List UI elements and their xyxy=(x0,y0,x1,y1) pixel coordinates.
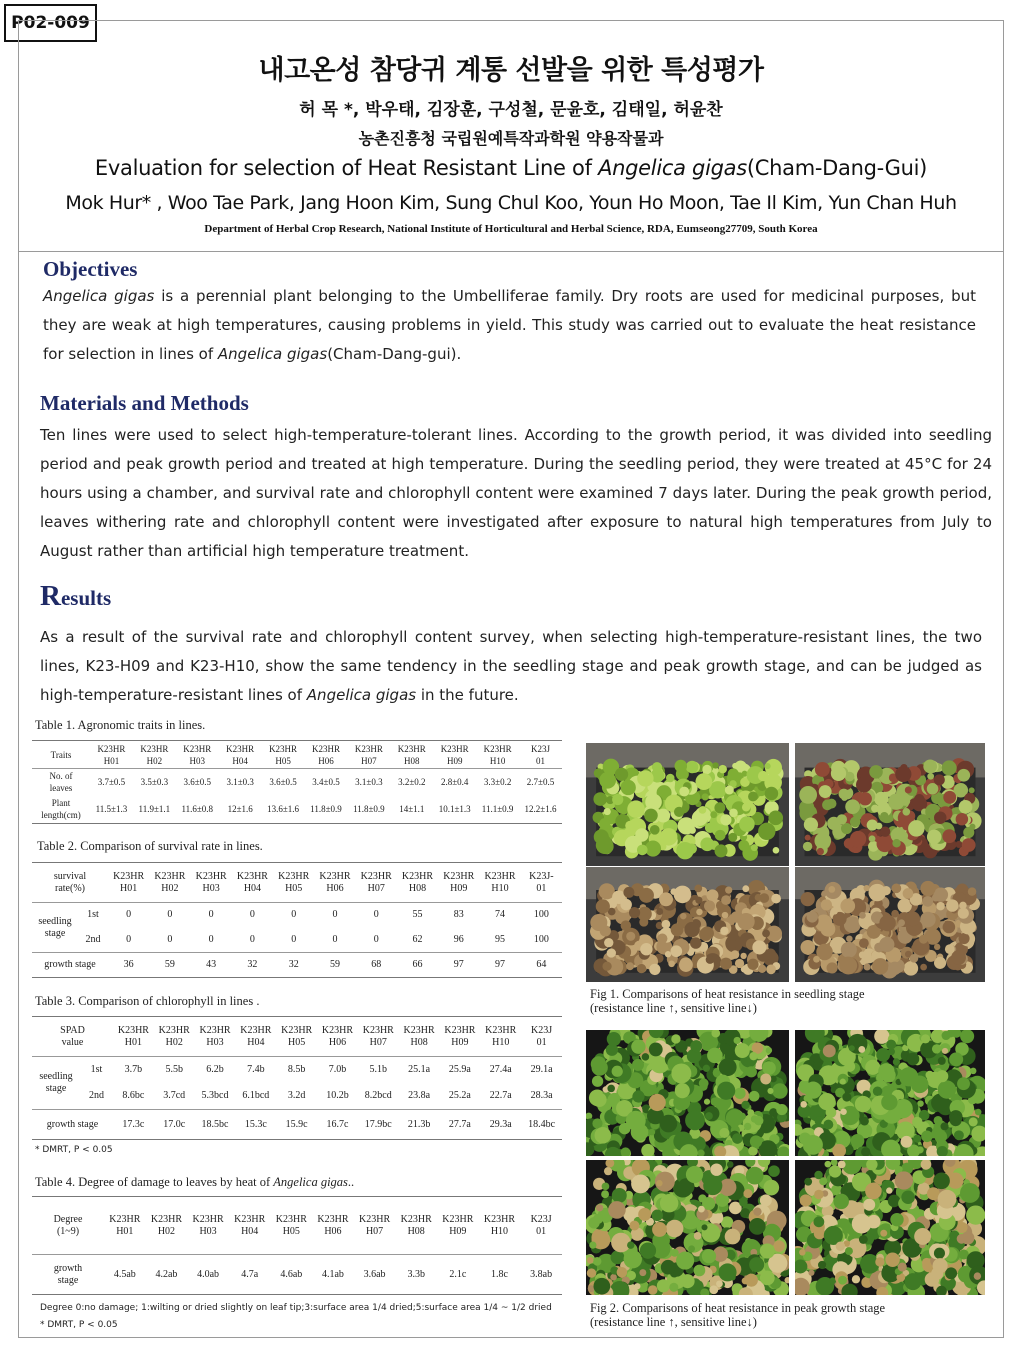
column-header: K23HR H05 xyxy=(271,1197,313,1255)
table-cell: 18.5bc xyxy=(195,1110,236,1140)
table3-row-2nd xyxy=(32,1083,562,1110)
table-cell: 3.1±0.3 xyxy=(219,769,262,796)
table-cell: 68 xyxy=(356,953,397,978)
table1 xyxy=(32,740,562,824)
table-cell: 4.1ab xyxy=(312,1255,354,1295)
table4-corner: Degree (1~9) xyxy=(32,1197,104,1255)
table2-caption: Table 2. Comparison of survival rate in lines. xyxy=(37,839,263,853)
table-cell: 11.6±0.8 xyxy=(176,796,219,824)
table1-corner: Traits xyxy=(32,741,90,769)
table-cell: 4.0ab xyxy=(187,1255,229,1295)
column-header: K23HR H02 xyxy=(149,863,190,903)
table-cell: 3.6ab xyxy=(354,1255,396,1295)
fig2-caption: Fig 2. Comparisons of heat resistance in peak growth stage (resistance line ↑, sensitive line↓) xyxy=(590,1301,886,1329)
table-cell: 3.1±0.3 xyxy=(347,769,390,796)
table-cell: 32 xyxy=(273,953,314,978)
table-cell: 4.7a xyxy=(229,1255,271,1295)
column-header: K23HR H04 xyxy=(229,1197,271,1255)
table-cell: 3.2±0.2 xyxy=(390,769,433,796)
table-cell: 97 xyxy=(479,953,520,978)
table-cell: 55 xyxy=(397,903,438,928)
table-cell: 100 xyxy=(521,903,562,928)
column-header: K23HR H09 xyxy=(437,1197,479,1255)
column-header: K23HR H01 xyxy=(108,863,149,903)
column-header: K23HR H07 xyxy=(356,863,397,903)
table-cell: 0 xyxy=(191,903,232,928)
fig1-caption: Fig 1. Comparisons of heat resistance in seedling stage (resistance line ↑, sensitive line↓) xyxy=(590,987,865,1015)
table2-growth-label: growth stage xyxy=(32,953,108,978)
column-header: K23HR H08 xyxy=(399,1017,440,1057)
column-header: K23HR H05 xyxy=(276,1017,317,1057)
table-cell: 3.7b xyxy=(113,1057,154,1083)
table-cell: 6.1bcd xyxy=(242,1089,270,1101)
column-header: K23HR H10 xyxy=(480,1017,521,1057)
affiliation-korean: 농촌진흥청 국립원예특작과학원 약용작물과 xyxy=(358,129,664,148)
table-cell: 5.1b xyxy=(358,1057,399,1083)
table-cell: 3.4±0.5 xyxy=(305,769,348,796)
table-cell: 25.2a xyxy=(448,1089,471,1101)
table-cell: 4.6ab xyxy=(271,1255,313,1295)
table-cell: 0 xyxy=(291,933,297,945)
table-cell: 8.6bc xyxy=(122,1089,145,1101)
table-cell: 7.4b xyxy=(235,1057,276,1083)
table2-row-growth xyxy=(32,953,562,978)
table-cell: 13.6±1.6 xyxy=(262,796,305,824)
table-cell: 29.3a xyxy=(480,1110,521,1140)
table2-corner: survival rate(%) xyxy=(32,863,108,903)
table-cell: 18.4bc xyxy=(521,1110,562,1140)
table-cell: 0 xyxy=(314,903,355,928)
table-cell: 0 xyxy=(149,903,190,928)
table-cell: 5.5b xyxy=(154,1057,195,1083)
table-cell: 23.8a xyxy=(408,1089,431,1101)
table-cell: 22.7a xyxy=(489,1089,512,1101)
column-header: K23HR H04 xyxy=(232,863,273,903)
table4-row-growth xyxy=(32,1255,562,1295)
column-header: K23HR H02 xyxy=(133,741,176,769)
objectives-text xyxy=(43,282,976,369)
column-header: K23HR H06 xyxy=(317,1017,358,1057)
table3 xyxy=(32,1016,562,1140)
table-cell: 25.1a xyxy=(399,1057,440,1083)
table3-corner: SPAD value xyxy=(32,1017,113,1057)
column-header: K23HR H09 xyxy=(440,1017,481,1057)
fig2-photo-sensitive-2 xyxy=(795,1160,985,1295)
table-cell: 32 xyxy=(232,953,273,978)
objectives-heading: Objectives xyxy=(43,257,138,281)
table2-row-1st xyxy=(32,903,562,928)
objectives-species-2: Angelica gigas xyxy=(217,345,328,363)
column-header: K23HR H09 xyxy=(438,863,479,903)
table-cell: 66 xyxy=(397,953,438,978)
table-cell: 0 xyxy=(232,903,273,928)
title-english xyxy=(18,156,1004,180)
table1-header-row xyxy=(32,741,562,769)
table-cell: 27.7a xyxy=(440,1110,481,1140)
table2-sub-label: 1st xyxy=(78,903,108,928)
table-cell: 11.8±0.9 xyxy=(305,796,348,824)
column-header: K23HR H08 xyxy=(397,863,438,903)
table-cell: 1.8c xyxy=(479,1255,521,1295)
table2-group-label: seedling stage xyxy=(32,903,78,953)
table-cell: 3.6±0.5 xyxy=(176,769,219,796)
table-cell: 62 xyxy=(412,933,423,945)
table-cell: 74 xyxy=(479,903,520,928)
table-cell: 3.3±0.2 xyxy=(476,769,519,796)
table4-caption: Table 4. Degree of damage to leaves by heat of Angelica gigas.. xyxy=(35,1175,355,1189)
table-cell: 6.2b xyxy=(195,1057,236,1083)
column-header: K23J- 01 xyxy=(521,863,562,903)
table2-header-row xyxy=(32,863,562,903)
column-header: K23HR H03 xyxy=(187,1197,229,1255)
table-cell: 0 xyxy=(126,933,132,945)
column-header: K23HR H07 xyxy=(354,1197,396,1255)
table4-note-dmrt: * DMRT, P < 0.05 xyxy=(40,1320,118,1330)
table4-header-row xyxy=(32,1197,562,1255)
column-header: K23HR H05 xyxy=(273,863,314,903)
table-cell: 5.3bcd xyxy=(201,1089,229,1101)
table-cell: 16.7c xyxy=(317,1110,358,1140)
table-cell: 17.3c xyxy=(113,1110,154,1140)
table4-growth-label: growth stage xyxy=(32,1255,104,1295)
methods-text: Ten lines were used to select high-temperature-tolerant lines. According to the growth period, it was divided into seedling period and peak growth period and treated at high temperature. During the seedling period, they were treated at 45°C for 24 hours using a chamber, and survival rate and chlorophyll content were examined 7 days later. During the peak growth period, leaves withering rate and chlorophyll content were investigated after exposure to natural high temperatures from July to August rather than artificial high temperature treatment. xyxy=(40,426,992,560)
table3-note: * DMRT, P < 0.05 xyxy=(35,1145,113,1155)
table-cell: 3.8ab xyxy=(520,1255,562,1295)
table-cell: 28.3a xyxy=(530,1089,553,1101)
table-cell: 11.5±1.3 xyxy=(90,796,133,824)
column-header: K23HR H06 xyxy=(314,863,355,903)
column-header: K23HR H08 xyxy=(395,1197,437,1255)
table-cell: 4.2ab xyxy=(146,1255,188,1295)
table-cell: 0 xyxy=(332,933,338,945)
column-header: K23HR H06 xyxy=(312,1197,354,1255)
table-cell: 0 xyxy=(249,933,255,945)
table-cell: 96 xyxy=(453,933,464,945)
table-cell: 25.9a xyxy=(440,1057,481,1083)
table-cell: 3.7±0.5 xyxy=(90,769,133,796)
column-header: K23J 01 xyxy=(519,741,562,769)
table4-note-degree: Degree 0:no damage; 1:wilting or dried slightly on leaf tip;3:surface area 1/4 dried;5:surface area 1/4 ~ 1/2 dried xyxy=(40,1303,552,1313)
table-cell: 7.0b xyxy=(317,1057,358,1083)
fig2-photo-resistant-2 xyxy=(795,1030,985,1156)
table1-row-label: No. of leaves xyxy=(32,769,90,796)
table-cell: 3.5±0.3 xyxy=(133,769,176,796)
title-english-species: Angelica gigas xyxy=(598,156,747,180)
table-cell: 3.7cd xyxy=(163,1089,186,1101)
table-cell: 59 xyxy=(149,953,190,978)
poster-code: P02-009 xyxy=(4,4,97,42)
table-cell: 3.6±0.5 xyxy=(262,769,305,796)
column-header: K23HR H02 xyxy=(154,1017,195,1057)
title-english-post: (Cham-Dang-Gui) xyxy=(746,156,928,180)
title-english-pre: Evaluation for selection of Heat Resistant Line of xyxy=(94,156,599,180)
table2-sub-label: 2nd xyxy=(85,933,101,945)
table3-row-1st xyxy=(32,1057,562,1083)
table-cell: 36 xyxy=(108,953,149,978)
table-cell: 17.0c xyxy=(154,1110,195,1140)
table-cell: 10.2b xyxy=(326,1089,349,1101)
table3-header-row xyxy=(32,1017,562,1057)
fig2-photo-resistant-1 xyxy=(586,1030,789,1156)
fig2-photo-sensitive-1 xyxy=(586,1160,789,1295)
table3-caption: Table 3. Comparison of chlorophyll in lines . xyxy=(35,994,260,1008)
table-cell: 15.9c xyxy=(276,1110,317,1140)
table-cell: 0 xyxy=(356,903,397,928)
table-cell: 8.5b xyxy=(276,1057,317,1083)
table1-row-label: Plant length(cm) xyxy=(32,796,90,824)
table2-row-2nd xyxy=(32,928,562,953)
column-header: K23HR H06 xyxy=(305,741,348,769)
results-heading xyxy=(40,580,111,613)
objectives-text-1: is a perennial plant belonging to the Umbelliferae family. Dry roots are used for medicinal purposes, but they are weak at high temperatures, causing problems in yield. This study was carried out to evaluate the heat resistance for selection in lines of xyxy=(43,287,976,363)
table-cell: 15.3c xyxy=(235,1110,276,1140)
table-cell: 11.8±0.9 xyxy=(347,796,390,824)
table-cell: 3.2d xyxy=(287,1089,306,1101)
authors-korean: 허 목 *, 박우태, 김장훈, 구성철, 문윤호, 김태일, 허윤찬 xyxy=(299,100,723,120)
table1-row-leaves xyxy=(32,769,562,796)
results-species: Angelica gigas xyxy=(306,686,417,704)
column-header: K23HR H10 xyxy=(479,863,520,903)
results-text-2: in the future. xyxy=(416,686,519,704)
table-cell: 100 xyxy=(533,933,549,945)
table3-growth-label: growth stage xyxy=(32,1110,113,1140)
column-header: K23HR H03 xyxy=(195,1017,236,1057)
table-cell: 97 xyxy=(438,953,479,978)
table3-row-growth xyxy=(32,1110,562,1140)
table-cell: 0 xyxy=(167,933,173,945)
column-header: K23HR H01 xyxy=(113,1017,154,1057)
column-header: K23HR H07 xyxy=(347,741,390,769)
table-cell: 83 xyxy=(438,903,479,928)
table-cell: 8.2bcd xyxy=(364,1089,392,1101)
table-cell: 17.9bc xyxy=(358,1110,399,1140)
table-cell: 2.7±0.5 xyxy=(519,769,562,796)
table2 xyxy=(32,862,562,978)
table-cell: 95 xyxy=(495,933,506,945)
fig1-photo-sensitive-1 xyxy=(586,867,789,982)
table3-sub-label: 1st xyxy=(80,1057,113,1083)
objectives-text-2: (Cham-Dang-gui). xyxy=(327,345,462,363)
column-header: K23HR H08 xyxy=(390,741,433,769)
table1-row-length xyxy=(32,796,562,824)
column-header: K23HR H05 xyxy=(262,741,305,769)
table-cell: 0 xyxy=(208,933,214,945)
column-header: K23HR H07 xyxy=(358,1017,399,1057)
column-header: K23HR H04 xyxy=(219,741,262,769)
column-header: K23HR H01 xyxy=(90,741,133,769)
table-cell: 0 xyxy=(273,903,314,928)
table-cell: 12±1.6 xyxy=(219,796,262,824)
table-cell: 11.9±1.1 xyxy=(133,796,176,824)
title-korean: 내고온성 참당귀 계통 선발을 위한 특성평가 xyxy=(258,55,764,86)
table-cell: 11.1±0.9 xyxy=(476,796,519,824)
table4 xyxy=(32,1196,562,1295)
column-header: K23J 01 xyxy=(520,1197,562,1255)
table3-group-label: seedling stage xyxy=(32,1057,80,1110)
table-cell: 59 xyxy=(314,953,355,978)
results-heading-rest: esults xyxy=(60,586,112,610)
column-header: K23HR H03 xyxy=(191,863,232,903)
column-header: K23HR H10 xyxy=(476,741,519,769)
table-cell: 2.8±0.4 xyxy=(433,769,476,796)
authors-english: Mok Hur* , Woo Tae Park, Jang Hoon Kim, Sung Chul Koo, Youn Ho Moon, Tae Il Kim, Yun Chan Huh xyxy=(65,192,957,214)
objectives-species: Angelica gigas xyxy=(43,287,155,305)
column-header: K23HR H04 xyxy=(235,1017,276,1057)
column-header: K23HR H03 xyxy=(176,741,219,769)
table-cell: 3.3b xyxy=(395,1255,437,1295)
column-header: K23HR H02 xyxy=(146,1197,188,1255)
table-cell: 4.5ab xyxy=(104,1255,146,1295)
table-cell: 14±1.1 xyxy=(390,796,433,824)
results-text xyxy=(40,623,982,710)
table1-caption: Table 1. Agronomic traits in lines. xyxy=(35,718,206,732)
table-cell: 2.1c xyxy=(437,1255,479,1295)
table-cell: 27.4a xyxy=(480,1057,521,1083)
column-header: K23HR H09 xyxy=(433,741,476,769)
table-cell: 0 xyxy=(108,903,149,928)
table3-sub-label: 2nd xyxy=(89,1089,104,1101)
fig1-photo-sensitive-2 xyxy=(795,867,985,982)
methods-heading: Materials and Methods xyxy=(40,391,249,415)
table-cell: 0 xyxy=(373,933,379,945)
table-cell: 64 xyxy=(521,953,562,978)
fig1-photo-resistant-1 xyxy=(586,743,789,866)
column-header: K23HR H01 xyxy=(104,1197,146,1255)
table-cell: 43 xyxy=(191,953,232,978)
results-text-1: As a result of the survival rate and chlorophyll content survey, when selecting high-temperature-resistant lines, the two lines, K23-H09 and K23-H10, show the same tendency in the seedling stage and peak growth stage, and can be judged as high-temperature-resistant lines of xyxy=(40,628,982,704)
table-cell: 21.3b xyxy=(399,1110,440,1140)
table-cell: 12.2±1.6 xyxy=(519,796,562,824)
header-divider xyxy=(18,251,1004,252)
affiliation-english: Department of Herbal Crop Research, National Institute of Horticultural and Herbal Science, RDA, Eumseong27709, South Korea xyxy=(204,223,818,235)
fig1-photo-resistant-2 xyxy=(795,743,985,866)
results-heading-initial: R xyxy=(40,580,61,612)
table-cell: 10.1±1.3 xyxy=(433,796,476,824)
column-header: K23HR H10 xyxy=(479,1197,521,1255)
column-header: K23J 01 xyxy=(521,1017,562,1057)
table-cell: 29.1a xyxy=(521,1057,562,1083)
